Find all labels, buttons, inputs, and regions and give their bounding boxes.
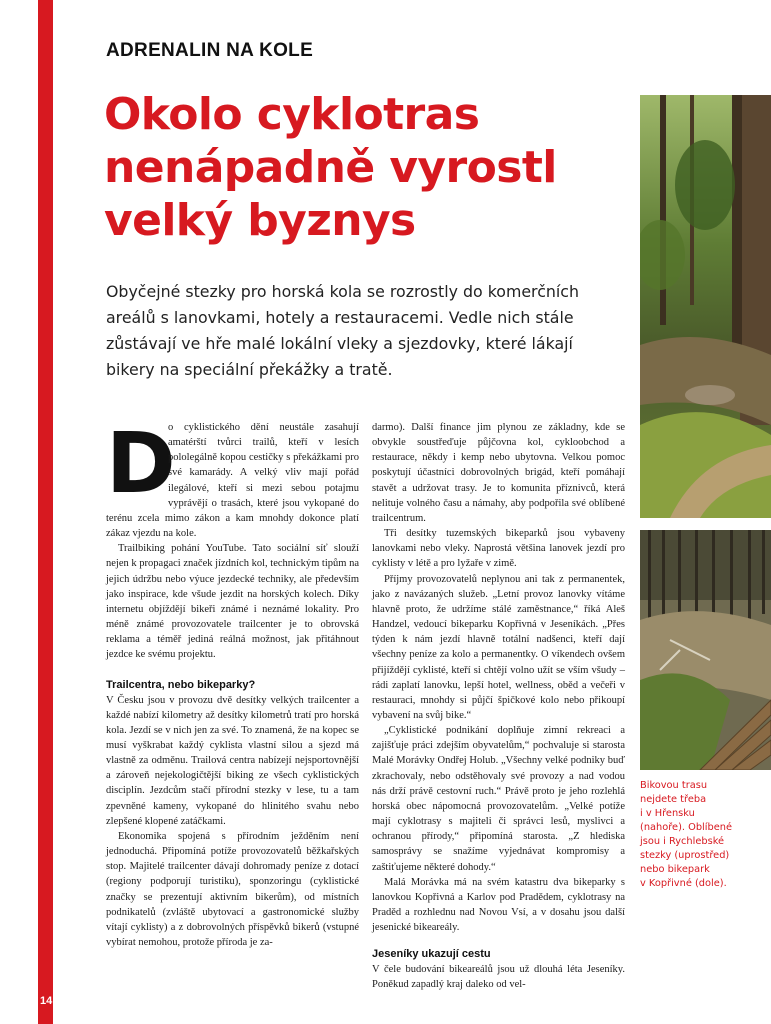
headline-line: velký byznys xyxy=(104,195,416,246)
perex-line: zůstávají ve hře malé lokální vleky a sjezdovky, které lákají xyxy=(106,334,573,353)
section-kicker: ADRENALIN NA KOLE xyxy=(106,40,314,61)
subheading-trailcentra: Trailcentra, nebo bikeparky? xyxy=(106,678,256,691)
forest-trail-photo xyxy=(640,95,771,518)
drop-cap: D xyxy=(106,414,176,512)
headline xyxy=(104,88,624,247)
article-column-1 xyxy=(106,414,359,950)
article-paragraph: darmo). Další finance jim plynou ze základny, kde se obvykle soustřeďuje půjčovna kol, cykloobchod a restaurace, někdy i kemp nebo ubytovna. Velkou pomoc poskytují účastníci dobrovolných brigád, kteří pomáhají stavět a udržovat trasy. Je to komunita příznivců, která nelituje volného času a námahy, aby podpořila své oblíbené trailcentrum. xyxy=(372,422,625,524)
headline-line: Okolo cyklotras xyxy=(104,89,480,140)
article-column-2 xyxy=(372,420,625,993)
photo-caption xyxy=(640,779,768,891)
red-accent-bar xyxy=(38,0,53,1024)
caption-line: Bikovou trasu xyxy=(640,780,708,791)
perex-line: Obyčejné stezky pro horská kola se rozrostly do komerčních xyxy=(106,282,579,301)
perex xyxy=(106,279,626,383)
article-paragraph: Příjmy provozovatelů neplynou ani tak z permanentek, jako z navázaných služeb. „Letní provoz lanovky vítáme hlavně proto, že udržíme stálé zaměstnance,“ říká Aleš Handzel, vedoucí bikeparku Kopřivná v Jeseníkách. „Přes týden k nám jezdí hlavně totální nadšenci, kteří dají všechny peníze za kolo a permanentky. O víkendech ovšem přijíždějí cyklisté, kteří si chtějí volno užít se vším všudy – rádi zaplatí lanovku, lepší hotel, wellness, oběd a večeři v restauraci, mnohdy si půjčí špičkové kolo nebo přikoupí vybavení na svůj bike.“ xyxy=(372,573,625,721)
article-paragraph: „Cyklistické podnikání doplňuje zimní rekreaci a zajišťuje práci zdejším obyvatelům,“ pochvaluje si starosta Malé Morávky Ondřej Holub. „Všechny velké podniky buď zkrachovaly, nebo odstěhovaly své provozy a nad vodou nás drží právě cestovní ruch.“ Právě proto je jeho rozlehlá horská obec nápomocná provozovatelům. „Velké potíže mají cyklotrasy s majiteli či správci lesů, myslivci a ochranou přírody,“ připomíná starosta. „Z hlediska samosprávy se snažíme vyjednávat kompromisy a zaštiťujeme některé dohody.“ xyxy=(372,725,625,873)
caption-line: i v Hřensku xyxy=(640,808,695,819)
article-paragraph: V Česku jsou v provozu dvě desítky velkých trailcenter a každé nabízí kilometry až desítky kilometrů tratí pro horská kola. Jezdí se v nich jen za své. To znamená, že na kopec se musí vyškrabat každý cyklista vlastní silou a sjezd má vlastně za odměnu. Trailová centra nabízejí nejsportovnější a zároveň nejekologičtější biking ze všech cyklistických disciplín. Jezdcům stačí přírodní stezky v lese, tu a tam zpevněné kameny, vykopané do hlinitého svahu nebo zlepšené klopené zatáčkami. xyxy=(106,694,359,827)
caption-line: nebo bikepark xyxy=(640,864,710,875)
bikepark-trail-photo xyxy=(640,530,771,770)
caption-line: nejdete třeba xyxy=(640,794,707,805)
page-number: 14 xyxy=(40,995,53,1007)
caption-line: jsou i Rychlebské xyxy=(640,836,725,847)
headline-line: nenápadně vyrostl xyxy=(104,142,557,193)
perex-line: areálů s lanovkami, hotely a restauracemi. Vedle nich stále xyxy=(106,308,574,327)
article-paragraph: Trailbiking pohání YouTube. Tato sociální síť slouží nejen k propagaci značek jízdních kol, technickým tipům na jejich údržbu nebo výuce jezdecké techniky, ale především jako inspirace, kde všude jezdit na horských kolech. Díky internetu objíždějí bikeři známé i neznámé lokality. Pro méně známé provozovatele trailcenter je to obrovská reklama a téměř jediná reálná možnost, jak přitáhnout jezdce ke svému projektu. xyxy=(106,543,359,661)
perex-line: bikery na speciální překážky a tratě. xyxy=(106,360,393,379)
subheading-jeseniky: Jeseníky ukazují cestu xyxy=(372,948,491,961)
article-paragraph: Malá Morávka má na svém katastru dva bikeparky s lanovkou Kopřivná a Karlov pod Pradědem, cyklotrasy na Praděd a rozhlednu nad Novou Vsí, a v dosahu jsou další jesenické bikeareály. xyxy=(372,876,625,934)
article-paragraph xyxy=(106,414,359,541)
article-paragraph: Ekonomika spojená s přírodním ježděním není jednoduchá. Připomíná potíže provozovatelů běžkařských stop. Majitelé trailcenter dávají dohromady peníze z dotací (regiony podporují turistiku), sponzoringu (cyklistické značky se prezentují aktivním bikerům), od místních podnikatelů (zvláště ubytovací a gastronomické služby vítají cyklisty) a z dobrovolných příspěvků bikerů (vstupné vybírat nemohou, protože příroda je za- xyxy=(106,830,359,948)
caption-line: v Kopřivné (dole). xyxy=(640,878,727,889)
caption-line: (nahoře). Oblíbené xyxy=(640,822,732,833)
article-paragraph: V čele budování bikeareálů jsou už dlouhá léta Jeseníky. Poněkud zapadlý kraj daleko od vel- xyxy=(372,964,625,991)
caption-line: stezky (uprostřed) xyxy=(640,850,730,861)
paragraph-text: o cyklistického dění neustále zasahují amatérští tvůrci trailů, kteří v lesích pololegálně kopou cestičky s překážkami pro své kamarády. A velký vliv mají pořád ilegálové, kteří si mezi sebou potajmu vyprávějí o trasách, které jsou vykopané do terénu zcela mimo zákon a kam mnohdy dokonce platí zákaz vjezdu na kole. xyxy=(106,422,359,540)
article-paragraph: Tři desítky tuzemských bikeparků jsou vybaveny lanovkami nebo vleky. Naprostá většina lanovek jezdí pro cyklisty v létě a pro lyžaře v zimě. xyxy=(372,528,625,570)
